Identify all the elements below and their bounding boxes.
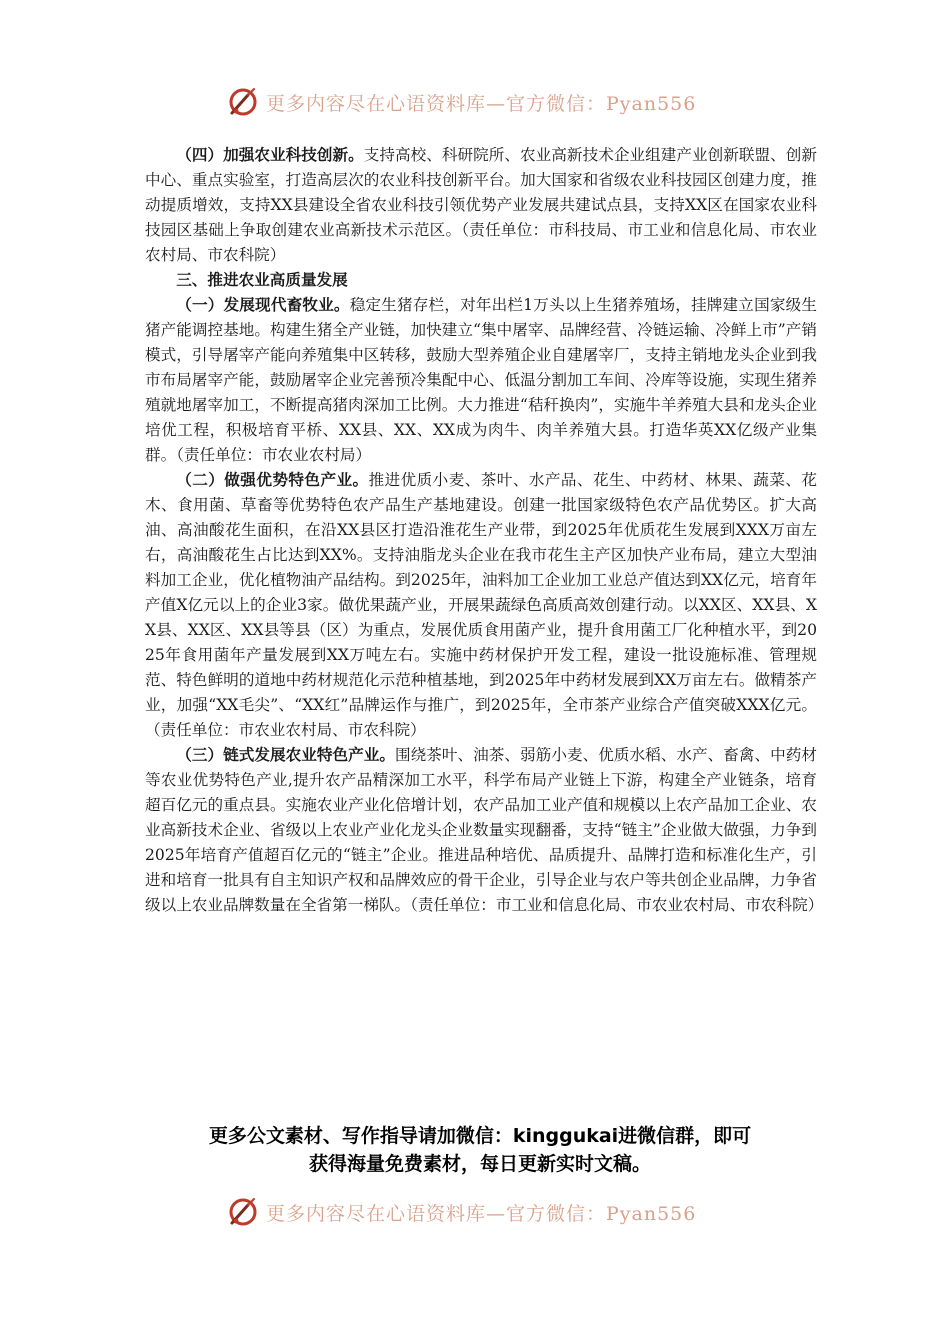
paragraph-text: 支持高校、科研院所、农业高新技术企业组建产业创新联盟、创新中心、重点实验室，打造高层次的农业科技创新平台。加大国家和省级农业科技园区创建力度，推动提质增效，支持XX县建设全省农业科技引领优势产业发展共建试点县，支持XX区在国家农业科技园区基础上争取创建农业高新技术示范区。（责任单位：市科技局、市工业和信息化局、市农业农村局、市农科院） <box>145 146 817 264</box>
brush-logo-icon <box>226 1195 260 1229</box>
paragraph-text: 推进优质小麦、茶叶、水产品、花生、中药材、林果、蔬菜、花木、食用菌、草畜等优势特色农产品生产基地建设。创建一批国家级特色农产品优势区。扩大高油、高油酸花生面积，在沿XX县区打造沿淮花生产业带，到2025年优质花生发展到XXX万亩左右，高油酸花生占比达到XX%。支持油脂龙头企业在我市花生主产区加快产业布局，建立大型油料加工企业，优化植物油产品结构。到2025年，油料加工企业加工业总产值达到XX亿元，培育年产值X亿元以上的企业3家。做优果蔬产业，开展果蔬绿色高质高效创建行动。以XX区、XX县、XX县、XX区、XX县等县（区）为重点，发展优质食用菌产业，提升食用菌工厂化种植水平，到2025年食用菌年产量发展到XX万吨左右。实施中药材保护开发工程，建设一批设施标准、管理规范、特色鲜明的道地中药材规范化示范种植基地，到2025年中药材发展到XX万亩左右。做精茶产业，加强“XX毛尖”、“XX红”品牌运作与推广，到2025年，全市茶产业综合产值突破XXX亿元。（责任单位：市农业农村局、市农科院） <box>145 471 817 739</box>
footer-banner <box>226 1192 746 1232</box>
paragraph-specialty-industries <box>145 468 817 743</box>
promo-line-2: 获得海量免费素材，每日更新实时文稿。 <box>308 1153 651 1175</box>
header-banner <box>226 82 746 122</box>
paragraph-industry-chain <box>145 743 824 918</box>
paragraph-lead: （二）做强优势特色产业。 <box>176 471 369 489</box>
section-heading: 三、推进农业高质量发展 <box>176 271 348 289</box>
promo-line-1: 更多公文素材、写作指导请加微信：kinggukai进微信群，即可 <box>208 1125 752 1147</box>
promo-notice <box>140 1122 820 1178</box>
document-body <box>145 143 824 918</box>
paragraph-lead: （一）发展现代畜牧业。 <box>176 296 350 314</box>
paragraph-lead: （四）加强农业科技创新。 <box>176 146 364 164</box>
brush-logo-icon <box>226 85 260 119</box>
footer-banner-text: 更多内容尽在心语资料库—官方微信：Pyan556 <box>266 1202 697 1225</box>
paragraph-agri-tech-innovation <box>145 143 817 268</box>
paragraph-text: 围绕茶叶、油茶、弱筋小麦、优质水稻、水产、畜禽、中药材等农业优势特色产业,提升农产品精深加工水平，科学布局产业链上下游，构建全产业链条，培育超百亿元的重点县。实施农业产业化倍增计划，农产品加工业产值和规模以上农产品加工企业、农业高新技术企业、省级以上农业产业化龙头企业数量实现翻番，支持“链主”企业做大做强，力争到2025年培育产值超百亿元的“链主”企业。推进品种培优、品质提升、品牌打造和标准化生产，引进和培育一批具有自主知识产权和品牌效应的骨干企业，引导企业与农户等共创企业品牌，力争省级以上农业品牌数量在全省第一梯队。（责任单位：市工业和信息化局、市农业农村局、市农科院） <box>145 746 824 914</box>
paragraph-animal-husbandry <box>145 293 817 468</box>
paragraph-text: 稳定生猪存栏，对年出栏1万头以上生猪养殖场，挂牌建立国家级生猪产能调控基地。构建生猪全产业链，加快建立“集中屠宰、品牌经营、冷链运输、冷鲜上市”产销模式，引导屠宰产能向养殖集中区转移，鼓励大型养殖企业自建屠宰厂，支持主销地龙头企业到我市布局屠宰产能，鼓励屠宰企业完善预冷集配中心、低温分割加工车间、冷库等设施，实现生猪养殖就地屠宰加工，不断提高猪肉深加工比例。大力推进“秸秆换肉”，实施牛羊养殖大县和龙头企业培优工程，积极培育平桥、XX县、XX、XX成为肉牛、肉羊养殖大县。打造华英XX亿级产业集群。（责任单位：市农业农村局） <box>145 296 817 464</box>
header-banner-text: 更多内容尽在心语资料库—官方微信：Pyan556 <box>266 92 697 115</box>
paragraph-lead: （三）链式发展农业特色产业。 <box>176 746 396 764</box>
